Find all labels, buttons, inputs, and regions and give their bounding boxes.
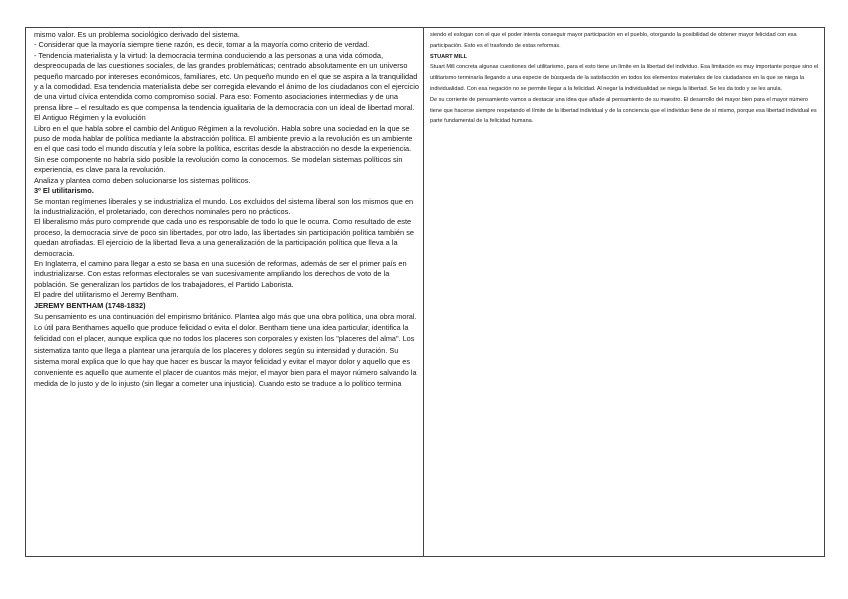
paragraph: Se montan regímenes liberales y se industrializa el mundo. Los excluidos del sistema liberal son los mismos que en la industrialización, el proletariado, con derechos nominales pero no prácticos. [34, 196, 414, 216]
paragraph: De su corriente de pensamiento vamos a destacar una idea que añade al pensamiento de su maestro. El desarrollo del mayor bien para el mayor número tiene que hacerse siempre respetando el límite de la libertad individual y de la conciencia que el individuo tiene de sí mismo, porque esa libertad individual es parte fundamental de la felicidad humana. [430, 96, 817, 125]
paragraph: El padre del utilitarismo el Jeremy Bentham. [34, 290, 179, 300]
paragraph: - Tendencia materialista y la virtud: la democracia termina conduciendo a las personas a una vida cómoda, despreocupada de las cuestiones sociales, de las grandes problemáticas; centrado absolutamente en un universo pequeño marcado por intereses económicos, familiares, etc. Un pequeño mundo en el que se aspira a la tranquilidad y a la comodidad. Esa tendencia materialista debe ser corregida elevando el ánimo de los ciudadanos con el ejercicio de una virtud cívica entendida como compromiso social. Para eso: Fomento asociaciones intermedias y de una prensa libre – el resultado es que compensa la tendencia igualitaria de la democracia con un ideal de libertad moral. [34, 50, 419, 112]
paragraph: El Antiguo Régimen y la evolución [34, 113, 146, 123]
paragraph: Libro en el que habla sobre el cambio del Antiguo Régimen a la revolución. Habla sobre una sociedad en la que se puso de moda hablar de política mediante la abstracción política. El ambiente previo a la revolución es un ambiente en el que casi todo el mundo discutía y leía sobre la política, escritas desde la abstracción no desde la experiencia. Sin ese componente no habría sido posible la revolución como la conocemos. Se modelan sistemas políticos sin experiencia, es clave para la revolución. [34, 123, 413, 175]
paragraph: Analiza y plantea como deben solucionarse los sistemas políticos. [34, 175, 251, 185]
section-heading-mill: STUART MILL [430, 53, 467, 60]
paragraph: siendo el eslogan con el que el poder intenta conseguir mayor participación en el pueblo, otorgando la posibilidad de obtener mayor felicidad con esa participación. Esto es el trasfondo de estas reformas. [430, 32, 797, 49]
paragraph: Stuart Mill concreta algunas cuestiones del utilitarismo, para el esto tiene un límite en la libertad del individuo. Esa limitación es muy importante porque sino el utilitarismo terminaría llegando a una especie de búsqueda de la satisfacción en todos los elementos materiales de los ciudadanos en la que se niega la individualidad. Con esa negación no se permite llegar a la felicidad. Al negar la individualidad se niega la libertad. Se les da todo y se les anula. [430, 64, 819, 92]
paragraph: En Inglaterra, el camino para llegar a esto se basa en una sucesión de reformas, además de ser el primer país en industrializarse. Con estas reformas electorales se van sucesivamente ampliando los derechos de voto de la población. Se generalizan los partidos de los trabajadores, el Partido Laborista. [34, 258, 407, 289]
section-heading-utilitarismo: 3º El utilitarismo. [34, 186, 94, 196]
paragraph-bentham: Su pensamiento es una continuación del empirismo británico. Plantea algo más que una obra política, una obra moral. Lo útil para Benthames aquello que produce felicidad o evita el dolor. Bentham tiene una idea particular, identifica la felicidad con el placer, aunque explica que no todos los placeres son corporales y existen los "placeres del alma". Los sistematiza tanto que llega a plantear una jerarquía de los placeres y dolores según su intensidad y duración. Su sistema moral explica que lo que hay que hacer es buscar la mayor felicidad y evitar el mayor dolor y aquello que es conveniente es aquello que aumente el placer de cuantos más mejor, el mayor bien para el mayor número salvando la medida de lo justo y de lo injusto (sin llegar a cometer una injusticia). Cuando esto se traduce a lo político termina [34, 311, 417, 389]
paragraph: mismo valor. Es un problema sociológico derivado del sistema. [34, 30, 240, 39]
section-heading-bentham: JEREMY BENTHAM (1748-1832) [34, 300, 146, 310]
document-page [25, 27, 825, 557]
left-column [26, 28, 424, 556]
paragraph: - Considerar que la mayoría siempre tiene razón, es decir, tomar a la mayoría como criterio de verdad. [34, 40, 370, 50]
paragraph: El liberalismo más puro comprende que cada uno es responsable de todo lo que le ocurra. Como resultado de este proceso, la democracia sirve de poco sin libertades, por otro lado, las libertades sin participación política también se quedan atrofiadas. El ejercicio de la libertad lleva a una generalización de la participación política que lleva a la democracia. [34, 217, 414, 258]
right-column [424, 28, 824, 556]
